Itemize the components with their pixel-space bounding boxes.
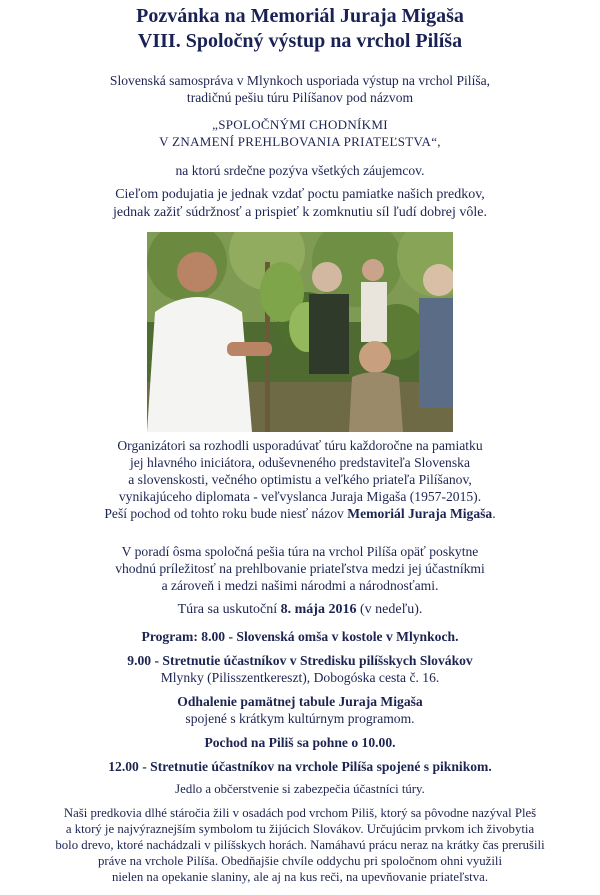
photo-illustration bbox=[147, 232, 453, 432]
program-item-5 bbox=[0, 758, 600, 775]
organizers-line: Organizátori sa rozhodli usporadúvať túru každoročne na pamiatku bbox=[117, 438, 483, 453]
organizers-line-5-text: Peší pochod od tohto roku bude niesť názov bbox=[104, 506, 348, 521]
program-meeting: 9.00 - Stretnutie účastníkov v Stredisku pilíšskych Slovákov bbox=[127, 653, 473, 668]
closing-paragraph bbox=[0, 805, 600, 885]
program-item-4 bbox=[0, 734, 600, 751]
eighth-paragraph bbox=[0, 543, 600, 594]
program-item-1 bbox=[0, 628, 600, 645]
intro-line: tradičnú pešiu túru Pilíšanov pod názvom bbox=[186, 90, 414, 105]
goal-paragraph bbox=[0, 186, 600, 222]
date-line bbox=[0, 601, 600, 619]
event-date: 8. mája 2016 bbox=[280, 602, 357, 617]
organizers-line: vynikajúceho diplomata - veľvyslanca Juraja Migaša (1957-2015). bbox=[118, 489, 482, 504]
page-title bbox=[0, 4, 600, 54]
goal-line: jednak zažiť súdržnosť a prispieť k zomknutiu síl ľudí dobrej vôle. bbox=[113, 205, 487, 220]
intro-line: Slovenská samospráva v Mlynkoch usporiada výstup na vrchol Pilíša, bbox=[109, 73, 491, 88]
intro-paragraph bbox=[0, 72, 600, 106]
invite-text: na ktorú srdečne pozýva všetkých záujemcov. bbox=[175, 163, 425, 178]
eighth-line: vhodnú príležitosť na prehlbovanie priateľstva medzi jej účastníkmi bbox=[115, 561, 485, 576]
motto bbox=[0, 116, 600, 150]
title-line-2: VIII. Spoločný výstup na vrchol Pilíša bbox=[137, 30, 463, 52]
food-text: Jedlo a občerstvenie si zabezpečia účastníci túry. bbox=[175, 782, 425, 796]
program-picnic: 12.00 - Stretnutie účastníkov na vrchole Pilíša spojené s piknikom. bbox=[108, 759, 492, 774]
closing-line: nielen na opekanie slaniny, ale aj na kus reči, na upevňovanie priateľstva. bbox=[111, 870, 489, 884]
date-post: (v nedeľu). bbox=[356, 602, 423, 617]
memorial-name: Memoriál Juraja Migaša bbox=[347, 506, 493, 521]
organizers-line-5-end: . bbox=[492, 506, 496, 521]
tree-planting-photo bbox=[147, 232, 453, 432]
motto-line: „SPOLOČNÝMI CHODNÍKMI bbox=[212, 117, 388, 132]
program-plaque-detail: spojené s krátkym kultúrnym programom. bbox=[185, 711, 415, 726]
title-line-1: Pozvánka na Memoriál Juraja Migaša bbox=[136, 5, 464, 27]
program-item-3 bbox=[0, 693, 600, 727]
program-plaque: Odhalenie pamätnej tabule Juraja Migaša bbox=[177, 694, 423, 709]
organizers-paragraph bbox=[0, 437, 600, 522]
organizers-line-5 bbox=[0, 505, 600, 522]
organizers-line: jej hlavného iniciátora, oduševneného predstaviteľa Slovenska bbox=[130, 455, 470, 470]
goal-line: Cieľom podujatia je jednak vzdať poctu pamiatke našich predkov, bbox=[115, 187, 485, 202]
closing-line: Naši predkovia dlhé stáročia žili v osadách pod vrchom Piliš, ktorý sa pôvodne nazýval Pleš bbox=[63, 806, 537, 820]
food-note bbox=[0, 781, 600, 797]
program-item-2 bbox=[0, 652, 600, 686]
program-mass: Program: 8.00 - Slovenská omša v kostole v Mlynkoch. bbox=[141, 629, 459, 644]
program-meeting-address: Mlynky (Pilisszentkereszt), Dobogóska cesta č. 16. bbox=[160, 670, 440, 685]
eighth-line: a zároveň i medzi našimi národmi a národnosťami. bbox=[161, 578, 439, 593]
closing-line: práve na vrchole Pilíša. Obedňajšie chvíle oddychu pri spoločnom ohni využili bbox=[97, 854, 503, 868]
closing-line: bolo drevo, ktoré nachádzali v pilíšskych horách. Namáhavú prácu neraz na krátky čas prerušili bbox=[55, 838, 545, 852]
closing-line: a ktorý je najvýraznejším symbolom tu žijúcich Slovákov. Určujúcim prvkom ich živobytia bbox=[65, 822, 535, 836]
date-pre: Túra sa uskutoční bbox=[177, 602, 281, 617]
eighth-line: V poradí ôsma spoločná pešia túra na vrchol Pilíša opäť poskytne bbox=[121, 544, 479, 559]
motto-line: V ZNAMENÍ PREHLBOVANIA PRIATEĽSTVA“, bbox=[159, 134, 441, 149]
invite-line bbox=[0, 162, 600, 179]
organizers-line: a slovenskosti, večného optimistu a veľkého priateľa Pilíšanov, bbox=[128, 472, 472, 487]
program-march: Pochod na Piliš sa pohne o 10.00. bbox=[204, 735, 396, 750]
